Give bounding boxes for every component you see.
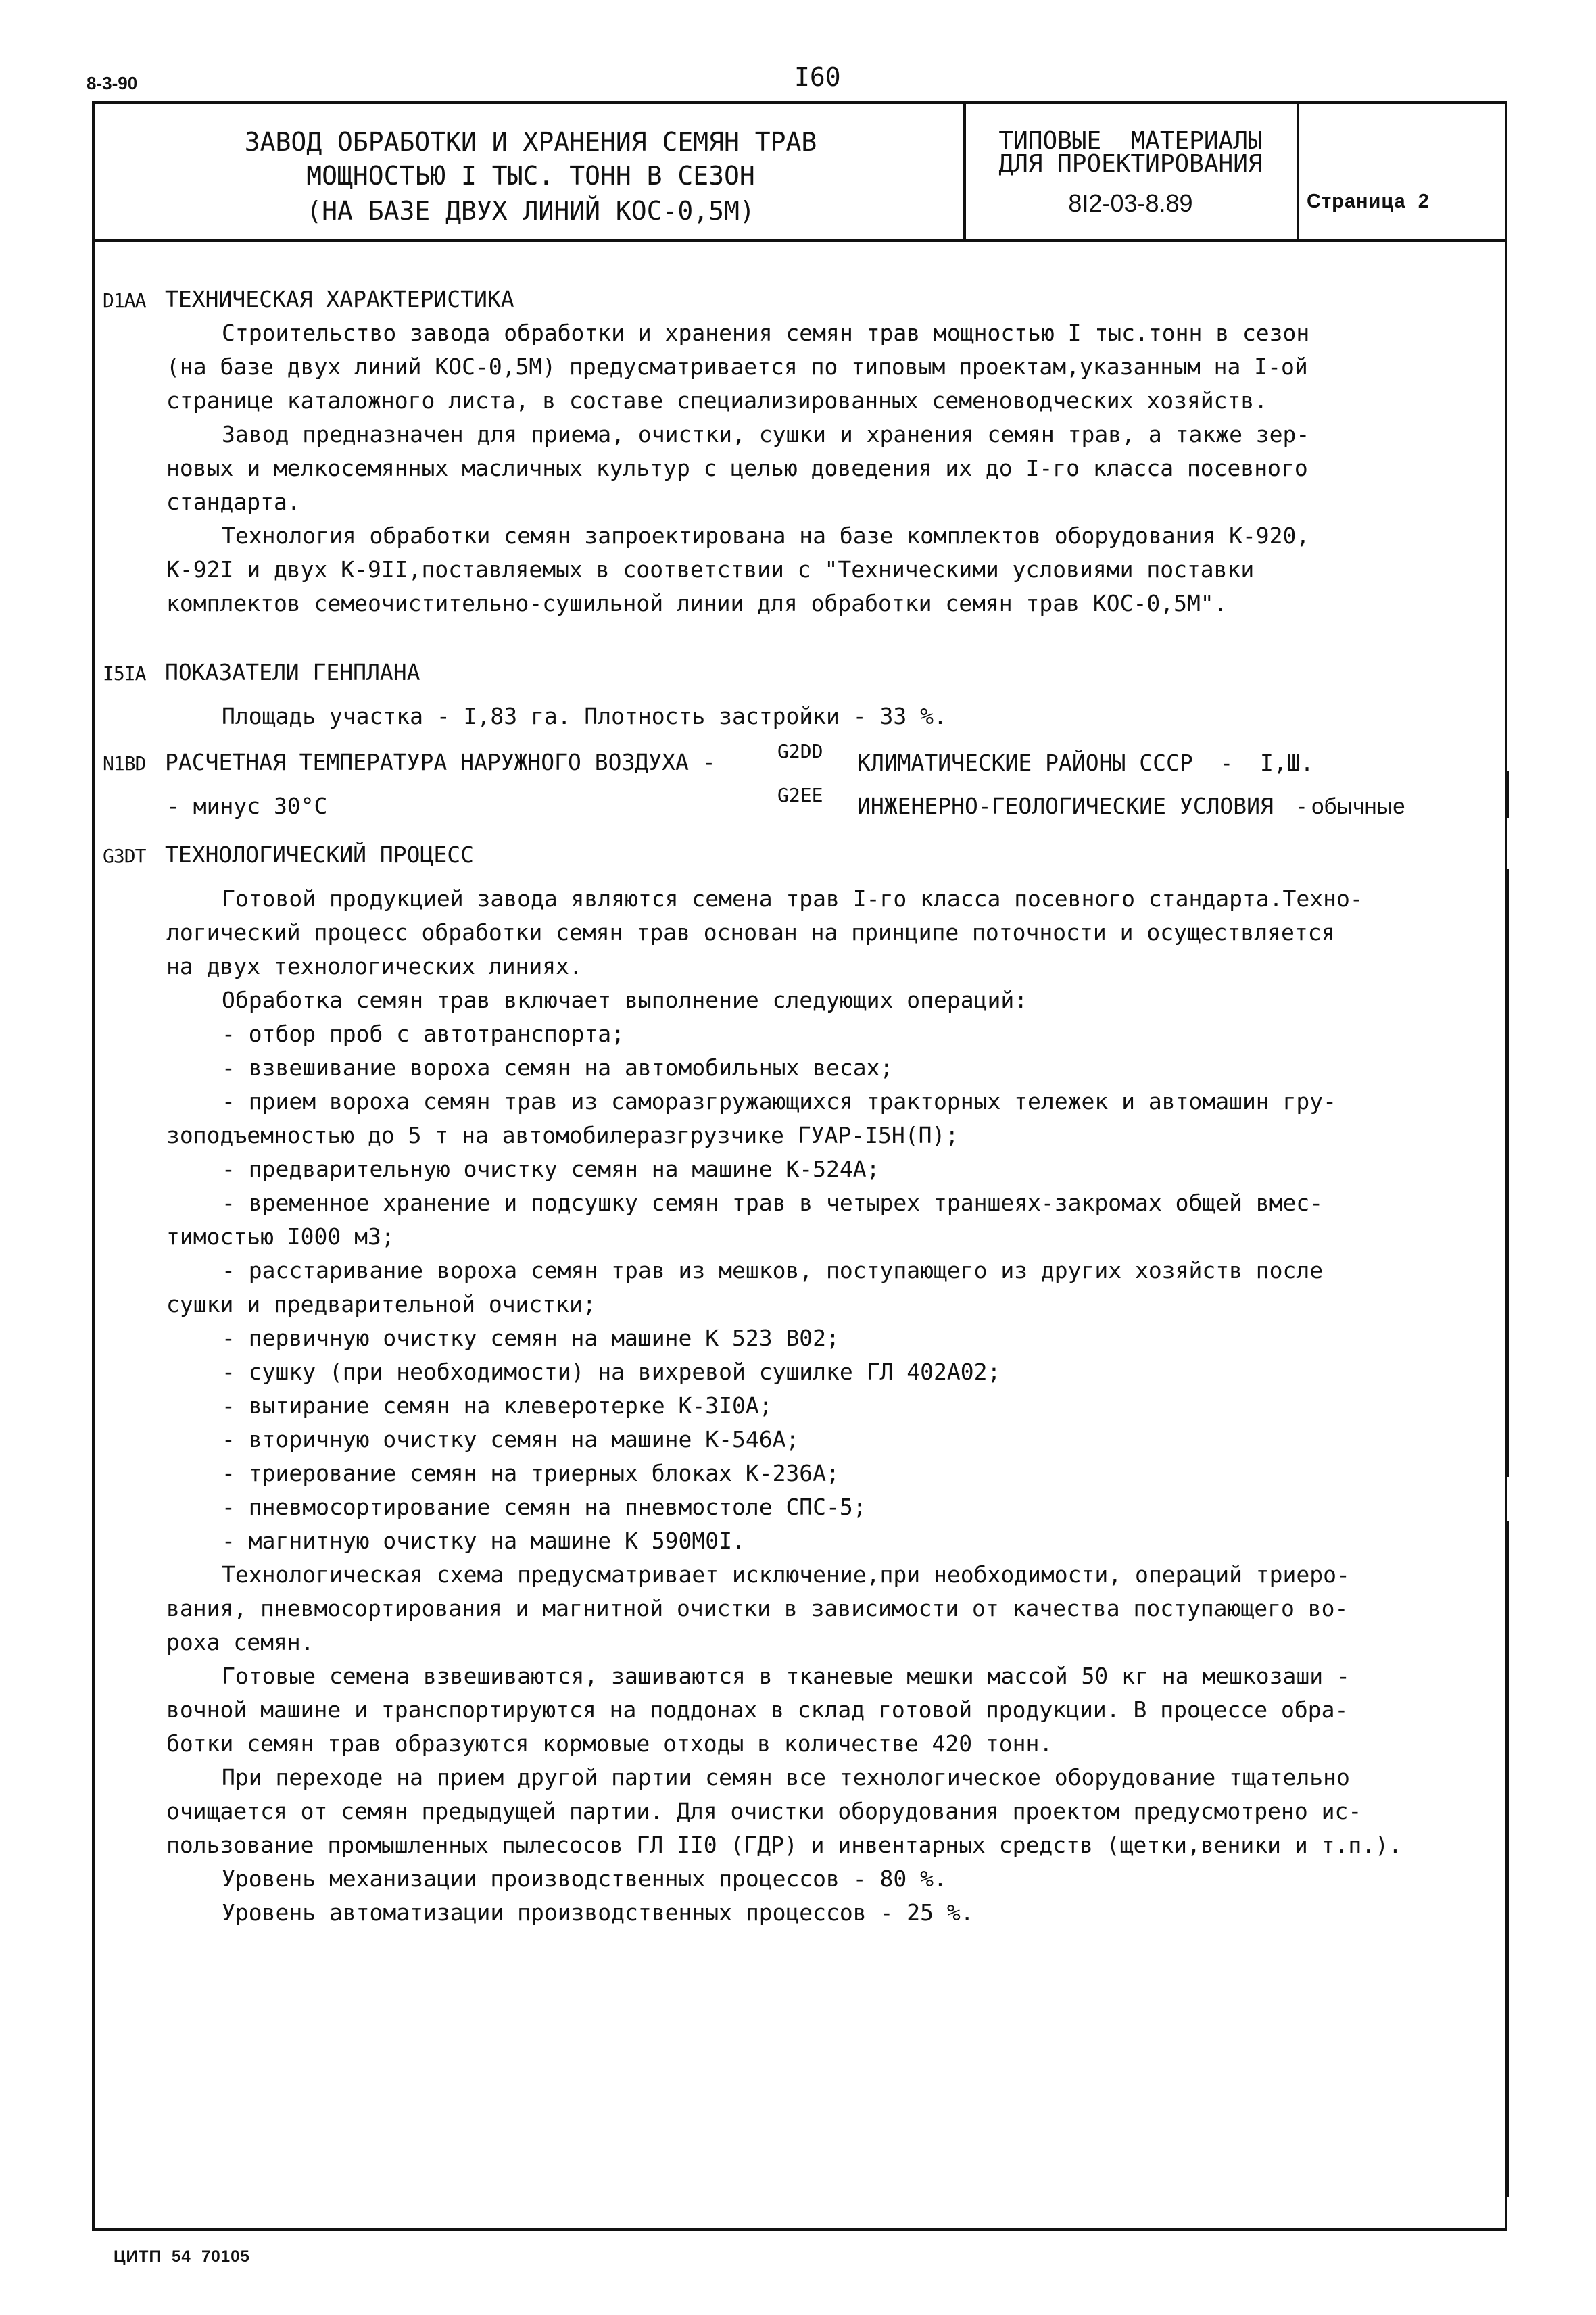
paragraph-line: Технология обработки семян запроектирована на базе комплектов оборудования К-920,: [222, 522, 1310, 549]
paragraph-line: пользование промышленных пылесосов ГЛ II0 (ГДР) и инвентарных средств (щетки,веники и т.п.).: [166, 1832, 1402, 1858]
doc-number: 8I2-03-8.89: [1068, 189, 1193, 217]
list-item: - предварительную очистку семян на машине К-524А;: [222, 1156, 880, 1182]
header-column-divider: [963, 101, 966, 241]
paragraph-line: стандарта.: [166, 489, 301, 515]
archive-code: 8-3-90: [87, 73, 138, 93]
list-item: - вытирание семян на клеверотерке К-3I0А;: [222, 1392, 773, 1419]
genplan-text: Площадь участка - I,83 га. Плотность застройки - 33 %.: [222, 703, 947, 729]
section-code: G2DD: [777, 740, 823, 762]
list-item: - пневмосортирование семян на пневмостоле СПС-5;: [222, 1494, 867, 1520]
paragraph-line: вочной машине и транспортируются на поддонах в склад готовой продукции. В процессе обра-: [166, 1697, 1349, 1723]
section-heading-temperature: [103, 749, 716, 775]
paragraph-line: комплектов семеочистительно-сушильной линии для обработки семян трав КОС-0,5М".: [166, 590, 1228, 616]
list-item: - магнитную очистку на машине К 590М0I.: [222, 1528, 746, 1554]
list-item: - расстаривание вороха семян трав из мешков, поступающего из других хозяйств после: [222, 1257, 1324, 1284]
paragraph-line: странице каталожного листа, в составе специализированных семеноводческих хозяйств.: [166, 387, 1268, 414]
paragraph-line: Технологическая схема предусматривает исключение,при необходимости, операций триеро-: [222, 1561, 1350, 1588]
section-title: РАСЧЕТНАЯ ТЕМПЕРАТУРА НАРУЖНОГО ВОЗДУХА -: [165, 749, 716, 775]
list-item: тимостью I000 м3;: [166, 1223, 395, 1250]
geology-value: - обычные: [1298, 794, 1405, 819]
list-item: зоподъемностью до 5 т на автомобилеразгрузчике ГУАР-I5Н(П);: [166, 1122, 959, 1148]
header-title-line: МОЩНОСТЬЮ I ТЫС. ТОНН В СЕЗОН: [306, 161, 755, 191]
paragraph-line: Уровень автоматизации производственных процессов - 25 %.: [222, 1899, 974, 1926]
header-title-line: ЗАВОД ОБРАБОТКИ И ХРАНЕНИЯ СЕМЯН ТРАВ: [244, 127, 817, 157]
paragraph-line: Готовой продукцией завода являются семена трав I-го класса посевного стандарта.Техно-: [222, 885, 1363, 912]
list-item: - вторичную очистку семян на машине К-546А;: [222, 1426, 800, 1453]
header-title-line: (НА БАЗЕ ДВУХ ЛИНИЙ КОС-0,5М): [306, 196, 755, 226]
paragraph-line: При переходе на прием другой партии семян все технологическое оборудование тщательно: [222, 1764, 1350, 1790]
temperature-value: - минус 30°С: [166, 793, 328, 819]
paragraph-line: Готовые семена взвешиваются, зашиваются в тканевые мешки массой 50 кг на мешкозаши -: [222, 1663, 1350, 1689]
page-label: Страница 2: [1307, 191, 1430, 212]
list-item: - триерование семян на триерных блоках К-236А;: [222, 1460, 840, 1486]
section-heading-process: [103, 842, 474, 868]
paragraph-line: новых и мелкосемянных масличных культур с целью доведения их до I-го класса посевного: [166, 455, 1308, 481]
footer-stamp: ЦИТП 54 70105: [114, 2247, 250, 2266]
paragraph-line: К-92I и двух К-9II,поставляемых в соответствии с "Техническими условиями поставки: [166, 556, 1255, 583]
section-title: ТЕХНОЛОГИЧЕСКИЙ ПРОЦЕСС: [165, 842, 474, 868]
paragraph-line: роха семян.: [166, 1629, 314, 1655]
header-divider: [92, 239, 1507, 242]
paragraph-line: Обработка семян трав включает выполнение следующих операций:: [222, 987, 1028, 1013]
list-item: - прием вороха семян трав из саморазгружающихся тракторных тележек и автомашин гру-: [222, 1088, 1337, 1115]
section-title: КЛИМАТИЧЕСКИЕ РАЙОНЫ СССР - I,Ш.: [857, 750, 1314, 776]
section-heading-genplan: [103, 659, 420, 685]
list-item: - отбор проб с автотранспорта;: [222, 1021, 625, 1047]
margin-mark: [1507, 869, 1509, 1477]
paragraph-line: на двух технологических линиях.: [166, 953, 583, 979]
section-code: D1AA: [103, 289, 146, 312]
materials-label: ДЛЯ ПРОЕКТИРОВАНИЯ: [998, 150, 1263, 178]
paragraph-line: (на базе двух линий КОС-0,5М) предусматривается по типовым проектам,указанным на I-ой: [166, 354, 1308, 380]
list-item: - взвешивание вороха семян на автомобильных весах;: [222, 1054, 894, 1081]
list-item: - сушку (при необходимости) на вихревой сушилке ГЛ 402А02;: [222, 1359, 1001, 1385]
list-item: - первичную очистку семян на машине К 523 В02;: [222, 1325, 840, 1351]
section-title: ИНЖЕНЕРНО-ГЕОЛОГИЧЕСКИЕ УСЛОВИЯ: [857, 793, 1274, 819]
paragraph-line: очищается от семян предыдущей партии. Для очистки оборудования проектом предусмотрено ис-: [166, 1798, 1362, 1824]
page-number: I60: [794, 62, 841, 92]
section-heading-tech: [103, 286, 514, 312]
margin-mark: [1507, 1521, 1509, 2197]
section-code: G3DT: [103, 845, 146, 867]
list-item: - временное хранение и подсушку семян трав в четырех траншеях-закромах общей вмес-: [222, 1190, 1324, 1216]
margin-mark: [1507, 771, 1509, 818]
materials-label: ТИПОВЫЕ МАТЕРИАЛЫ: [998, 127, 1263, 155]
section-code: N1BD: [103, 752, 146, 775]
paragraph-line: вания, пневмосортирования и магнитной очистки в зависимости от качества поступающего во-: [166, 1595, 1349, 1622]
section-code: I5IA: [103, 662, 146, 685]
section-code: G2EE: [777, 784, 823, 806]
section-title: ПОКАЗАТЕЛИ ГЕНПЛАНА: [165, 659, 420, 685]
header-column-divider: [1297, 101, 1299, 241]
paragraph-line: логический процесс обработки семян трав основан на принципе поточности и осуществляется: [166, 919, 1335, 946]
paragraph-line: Строительство завода обработки и хранения семян трав мощностью I тыс.тонн в сезон: [222, 320, 1310, 346]
section-title: ТЕХНИЧЕСКАЯ ХАРАКТЕРИСТИКА: [165, 286, 514, 312]
paragraph-line: Завод предназначен для приема, очистки, сушки и хранения семян трав, а также зер-: [222, 421, 1310, 447]
list-item: сушки и предварительной очистки;: [166, 1291, 596, 1317]
paragraph-line: Уровень механизации производственных процессов - 80 %.: [222, 1866, 947, 1892]
paragraph-line: ботки семян трав образуются кормовые отходы в количестве 420 тонн.: [166, 1730, 1053, 1757]
